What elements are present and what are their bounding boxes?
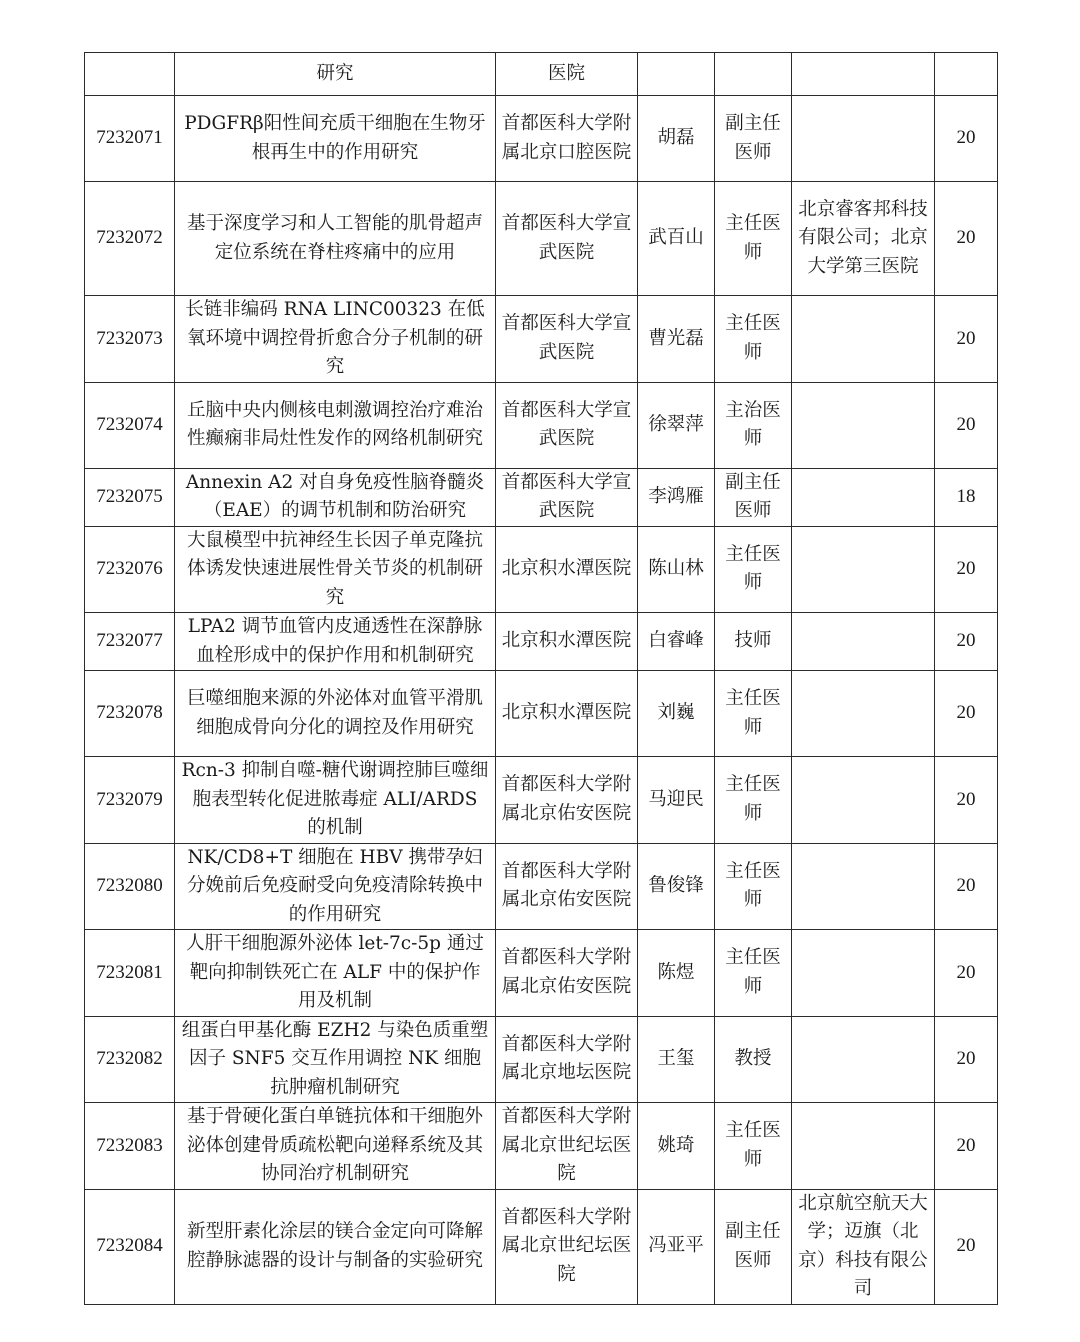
- amount-cell: 20: [935, 182, 998, 296]
- table-row: [85, 930, 998, 1017]
- table-row: [85, 757, 998, 844]
- project-title-cell: Rcn-3 抑制自噬-糖代谢调控肺巨噬细胞表型转化促进脓毒症 ALI/ARDS 的机制: [175, 757, 496, 844]
- table-body: [85, 53, 998, 1305]
- partner-cell: [792, 613, 935, 671]
- project-title-cell: 基于深度学习和人工智能的肌骨超声定位系统在脊柱疼痛中的应用: [175, 182, 496, 296]
- rank-cell: 技师: [715, 613, 792, 671]
- rank-cell: 副主任医师: [715, 96, 792, 182]
- table-row: [85, 182, 998, 296]
- amount-cell: 20: [935, 526, 998, 613]
- amount-cell: 20: [935, 757, 998, 844]
- pi-cell: 鲁俊锋: [638, 843, 715, 930]
- partner-cell: [792, 296, 935, 383]
- rank-cell: 主任医师: [715, 757, 792, 844]
- amount-cell: 20: [935, 1189, 998, 1304]
- rank-cell: 教授: [715, 1016, 792, 1103]
- amount-cell: 20: [935, 843, 998, 930]
- project-id-cell: [85, 53, 175, 96]
- grant-table: [84, 52, 998, 1305]
- project-title-cell: 新型肝素化涂层的镁合金定向可降解腔静脉滤器的设计与制备的实验研究: [175, 1189, 496, 1304]
- amount-cell: [935, 53, 998, 96]
- pi-cell: 姚琦: [638, 1103, 715, 1190]
- project-id-cell: 7232080: [85, 843, 175, 930]
- pi-cell: 白睿峰: [638, 613, 715, 671]
- partner-cell: [792, 53, 935, 96]
- pi-cell: 李鸿雁: [638, 468, 715, 526]
- institution-cell: 首都医科大学宣武医院: [496, 296, 638, 383]
- institution-cell: 医院: [496, 53, 638, 96]
- project-id-cell: 7232076: [85, 526, 175, 613]
- pi-cell: 王玺: [638, 1016, 715, 1103]
- institution-cell: 首都医科大学附属北京地坛医院: [496, 1016, 638, 1103]
- rank-cell: [715, 53, 792, 96]
- partner-cell: 北京睿客邦科技有限公司；北京大学第三医院: [792, 182, 935, 296]
- pi-cell: 冯亚平: [638, 1189, 715, 1304]
- amount-cell: 20: [935, 1016, 998, 1103]
- partner-cell: [792, 526, 935, 613]
- project-id-cell: 7232079: [85, 757, 175, 844]
- amount-cell: 20: [935, 96, 998, 182]
- partner-cell: [792, 1103, 935, 1190]
- table-row: [85, 1189, 998, 1304]
- institution-cell: 首都医科大学附属北京佑安医院: [496, 843, 638, 930]
- project-id-cell: 7232074: [85, 382, 175, 468]
- institution-cell: 北京积水潭医院: [496, 671, 638, 757]
- table-row: [85, 1103, 998, 1190]
- institution-cell: 首都医科大学宣武医院: [496, 182, 638, 296]
- project-id-cell: 7232082: [85, 1016, 175, 1103]
- project-title-cell: LPA2 调节血管内皮通透性在深静脉血栓形成中的保护作用和机制研究: [175, 613, 496, 671]
- project-title-cell: 丘脑中央内侧核电刺激调控治疗难治性癫痫非局灶性发作的网络机制研究: [175, 382, 496, 468]
- institution-cell: 首都医科大学宣武医院: [496, 468, 638, 526]
- institution-cell: 北京积水潭医院: [496, 613, 638, 671]
- rank-cell: 主任医师: [715, 843, 792, 930]
- pi-cell: 胡磊: [638, 96, 715, 182]
- amount-cell: 20: [935, 382, 998, 468]
- project-title-cell: 人肝干细胞源外泌体 let-7c-5p 通过靶向抑制铁死亡在 ALF 中的保护作用及机制: [175, 930, 496, 1017]
- project-id-cell: 7232077: [85, 613, 175, 671]
- partner-cell: [792, 96, 935, 182]
- pi-cell: 刘巍: [638, 671, 715, 757]
- project-id-cell: 7232072: [85, 182, 175, 296]
- institution-cell: 首都医科大学宣武医院: [496, 382, 638, 468]
- project-title-cell: 研究: [175, 53, 496, 96]
- amount-cell: 18: [935, 468, 998, 526]
- project-id-cell: 7232071: [85, 96, 175, 182]
- project-title-cell: NK/CD8+T 细胞在 HBV 携带孕妇分娩前后免疫耐受向免疫清除转换中的作用研究: [175, 843, 496, 930]
- rank-cell: 主任医师: [715, 1103, 792, 1190]
- institution-cell: 首都医科大学附属北京佑安医院: [496, 757, 638, 844]
- project-title-cell: 巨噬细胞来源的外泌体对血管平滑肌细胞成骨向分化的调控及作用研究: [175, 671, 496, 757]
- amount-cell: 20: [935, 613, 998, 671]
- partner-cell: [792, 1016, 935, 1103]
- table-row: [85, 296, 998, 383]
- partner-cell: [792, 757, 935, 844]
- pi-cell: 徐翠萍: [638, 382, 715, 468]
- project-id-cell: 7232073: [85, 296, 175, 383]
- partner-cell: [792, 468, 935, 526]
- project-title-cell: 大鼠模型中抗神经生长因子单克隆抗体诱发快速进展性骨关节炎的机制研究: [175, 526, 496, 613]
- institution-cell: 首都医科大学附属北京口腔医院: [496, 96, 638, 182]
- pi-cell: 武百山: [638, 182, 715, 296]
- amount-cell: 20: [935, 1103, 998, 1190]
- rank-cell: 副主任医师: [715, 1189, 792, 1304]
- institution-cell: 首都医科大学附属北京世纪坛医院: [496, 1189, 638, 1304]
- rank-cell: 主任医师: [715, 182, 792, 296]
- pi-cell: 陈煜: [638, 930, 715, 1017]
- partner-cell: [792, 671, 935, 757]
- amount-cell: 20: [935, 930, 998, 1017]
- project-title-cell: PDGFRβ阳性间充质干细胞在生物牙根再生中的作用研究: [175, 96, 496, 182]
- table-row: [85, 382, 998, 468]
- project-title-cell: Annexin A2 对自身免疫性脑脊髓炎（EAE）的调节机制和防治研究: [175, 468, 496, 526]
- amount-cell: 20: [935, 671, 998, 757]
- pi-cell: 曹光磊: [638, 296, 715, 383]
- partner-cell: [792, 930, 935, 1017]
- project-id-cell: 7232083: [85, 1103, 175, 1190]
- amount-cell: 20: [935, 296, 998, 383]
- institution-cell: 首都医科大学附属北京佑安医院: [496, 930, 638, 1017]
- project-id-cell: 7232081: [85, 930, 175, 1017]
- table-row: [85, 613, 998, 671]
- institution-cell: 首都医科大学附属北京世纪坛医院: [496, 1103, 638, 1190]
- partner-cell: [792, 382, 935, 468]
- project-id-cell: 7232078: [85, 671, 175, 757]
- table-row: [85, 468, 998, 526]
- table-row: [85, 1016, 998, 1103]
- project-id-cell: 7232075: [85, 468, 175, 526]
- rank-cell: 主任医师: [715, 671, 792, 757]
- rank-cell: 副主任医师: [715, 468, 792, 526]
- rank-cell: 主任医师: [715, 930, 792, 1017]
- rank-cell: 主治医师: [715, 382, 792, 468]
- rank-cell: 主任医师: [715, 296, 792, 383]
- pi-cell: [638, 53, 715, 96]
- table-row: [85, 96, 998, 182]
- project-title-cell: 基于骨硬化蛋白单链抗体和干细胞外泌体创建骨质疏松靶向递释系统及其协同治疗机制研究: [175, 1103, 496, 1190]
- partner-cell: [792, 843, 935, 930]
- partner-cell: 北京航空航天大学；迈旗（北京）科技有限公司: [792, 1189, 935, 1304]
- table-row: [85, 843, 998, 930]
- pi-cell: 陈山林: [638, 526, 715, 613]
- continued-row: [85, 53, 998, 96]
- pi-cell: 马迎民: [638, 757, 715, 844]
- project-id-cell: 7232084: [85, 1189, 175, 1304]
- project-title-cell: 长链非编码 RNA LINC00323 在低氧环境中调控骨折愈合分子机制的研究: [175, 296, 496, 383]
- table-row: [85, 526, 998, 613]
- institution-cell: 北京积水潭医院: [496, 526, 638, 613]
- table-row: [85, 671, 998, 757]
- rank-cell: 主任医师: [715, 526, 792, 613]
- project-title-cell: 组蛋白甲基化酶 EZH2 与染色质重塑因子 SNF5 交互作用调控 NK 细胞抗肿瘤机制研究: [175, 1016, 496, 1103]
